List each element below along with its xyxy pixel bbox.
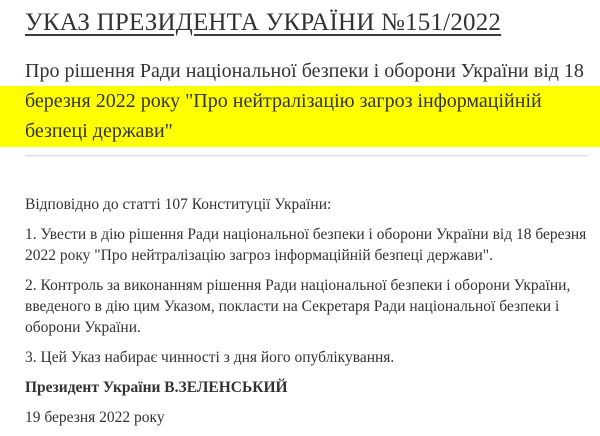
paragraph-3: 3. Цей Указ набирає чинності з дня його опублікування. <box>25 349 395 366</box>
decree-subtitle <box>25 56 588 147</box>
signature-line: Президент України В.ЗЕЛЕНСЬКИЙ <box>25 379 288 396</box>
decree-body <box>25 194 588 428</box>
paragraph-2: 2. Контроль за виконанням рішення Ради національної безпеки і оборони України, введеного в дію цим Указом, покласти на Секретаря Ради національної безпеки і оборони України. <box>25 277 571 336</box>
subtitle-plain-part: Про рішення Ради національної безпеки і оборони України від 18 <box>25 60 584 82</box>
page-title: УКАЗ ПРЕЗИДЕНТА УКРАЇНИ №151/2022 <box>25 9 502 36</box>
paragraph-1: 1. Увести в дію рішення Ради національної безпеки і оборони України від 18 березня 2022 року "Про нейтралізацію загроз інформаційній безпеці держави". <box>25 226 587 264</box>
decree-date: 19 березня 2022 року <box>25 409 165 426</box>
divider <box>25 155 588 156</box>
subtitle-highlight <box>0 86 600 147</box>
paragraph-preamble: Відповідно до статті 107 Конституції України: <box>25 196 332 213</box>
subtitle-highlighted-text: березня 2022 року "Про нейтралізацію загроз інформаційній безпеці держави" <box>25 90 542 142</box>
